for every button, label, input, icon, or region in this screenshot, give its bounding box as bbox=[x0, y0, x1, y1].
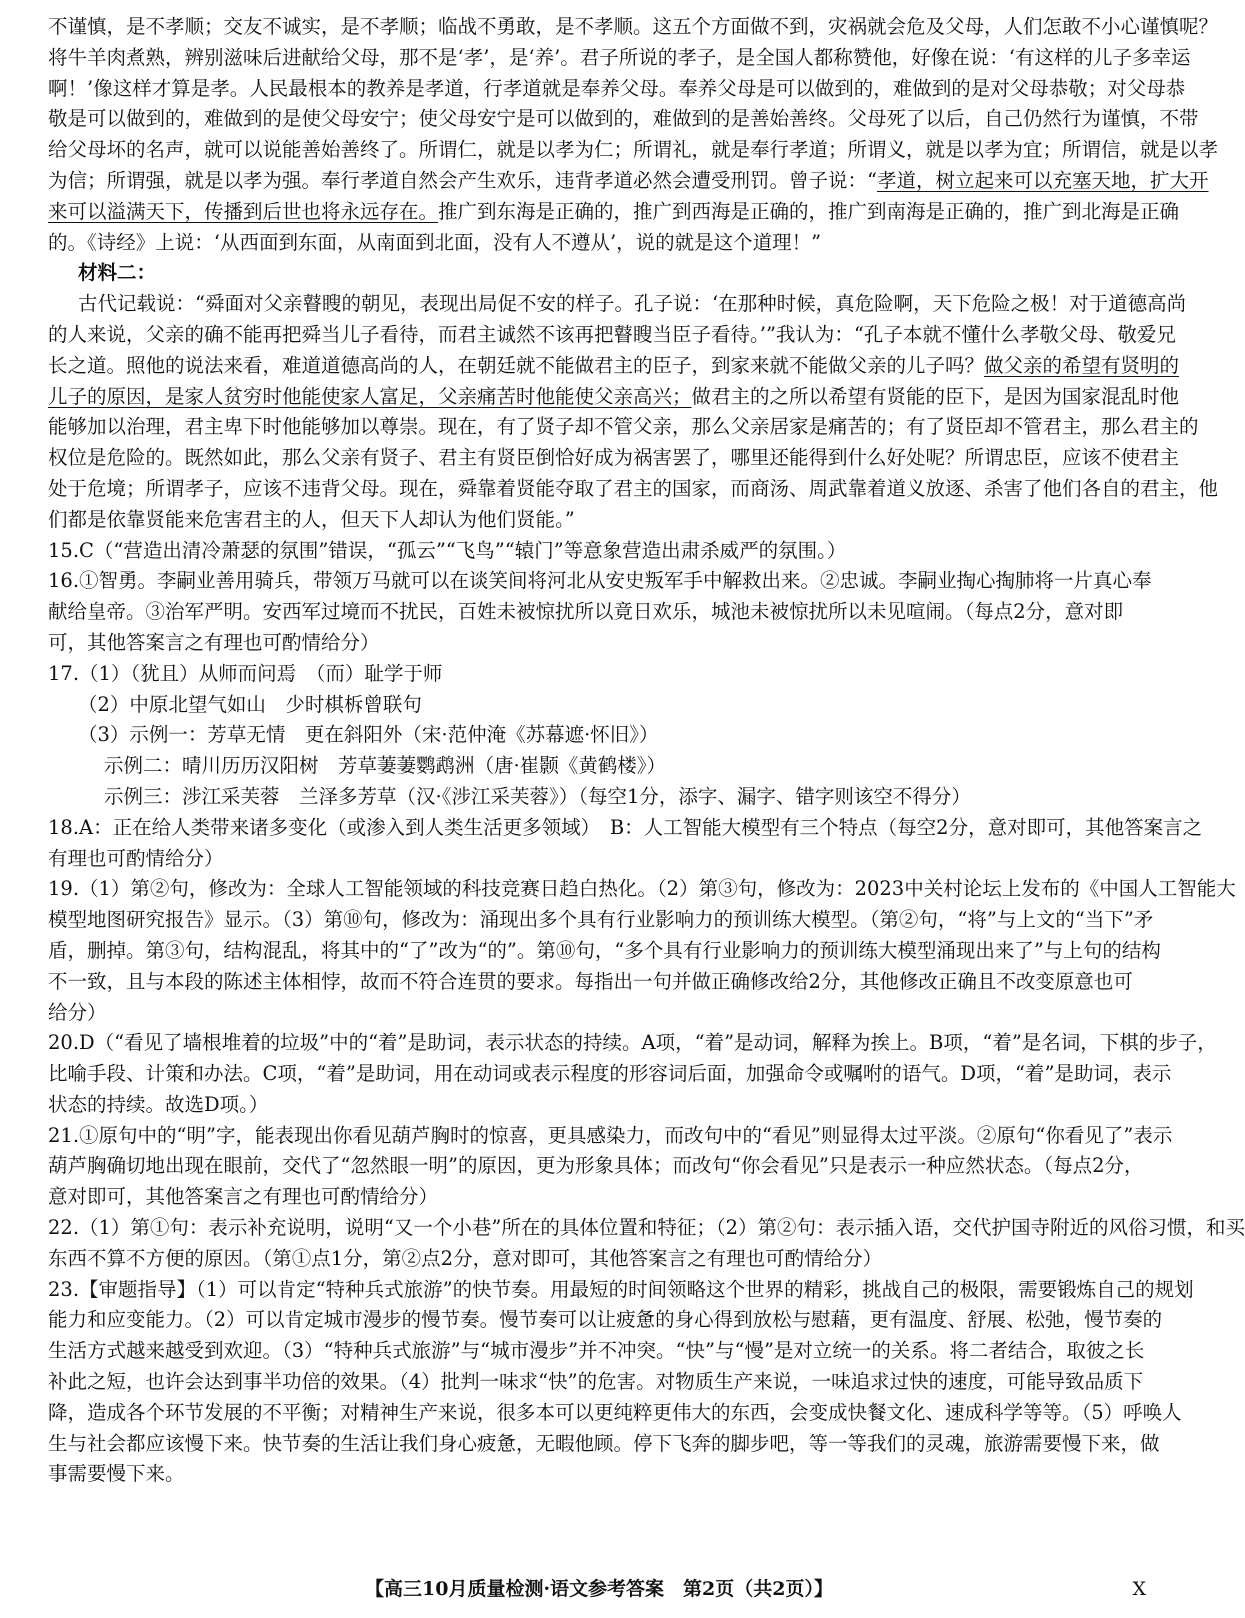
text-line: 权位是危险的。既然如此，那么父亲有贤子、君主有贤臣倒恰好成为祸害罢了，哪里还能得到什么好处呢？所谓忠臣，应该不使君主 bbox=[48, 446, 1180, 470]
text-line bbox=[48, 166, 1209, 197]
page-footer bbox=[48, 1574, 1150, 1604]
text-line bbox=[48, 351, 1180, 382]
text-line: 敬是可以做到的，难做到的是使父母安宁；使父母安宁是可以做到的，难做到的是善始善终。父母死了以后，自己仍然行为谨慎，不带 bbox=[48, 107, 1199, 131]
text-line: 生与社会都应该慢下来。快节奏的生活让我们身心疲惫，无暇他顾。停下飞奔的脚步吧，等一等我们的灵魂，旅游需要慢下来，做 bbox=[48, 1431, 1160, 1455]
answer-key-page bbox=[48, 12, 1245, 1490]
answer-20: 20.D（“看见了墙根堆着的垃圾”中的“着”是助词，表示状态的持续。A项，“着”是动词，解释为挨上。B项，“着”是名词，下棋的步子， bbox=[48, 1031, 1217, 1055]
text-line: 们都是依靠贤能来危害君主的人，但天下人却认为他们贤能。” bbox=[48, 507, 575, 531]
answer-16: 16.①智勇。李嗣业善用骑兵，带领万马就可以在谈笑间将河北从安史叛军手中解救出来。②忠诚。李嗣业掏心掏肺将一片真心奉 bbox=[48, 569, 1152, 593]
text-line: 有理也可酌情给分） bbox=[48, 846, 224, 870]
text-line: 盾，删掉。第③句，结构混乱，将其中的“了”改为“的”。第⑩句，“多个具有行业影响力的预训练大模型涌现出来了”与上句的结构 bbox=[48, 938, 1161, 962]
answer-18: 18.A：正在给人类带来诸多变化（或渗入到人类生活更多领域） B：人工智能大模型有三个特点（每空2分，意对即可，其他答案言之 bbox=[48, 815, 1203, 839]
section-heading-material-2: 材料二： bbox=[78, 261, 157, 285]
text-line: 能够加以治理，君主卑下时他能够加以尊崇。现在，有了贤子却不管父亲，那么父亲居家是痛苦的；有了贤臣却不管君主，那么君主的 bbox=[48, 415, 1199, 439]
text-line: 状态的持续。故选D项。） bbox=[48, 1092, 269, 1116]
text-line: 处于危境；所谓孝子，应该不违背父母。现在，舜靠着贤能夺取了君主的国家，而商汤、周武靠着道义放逐、杀害了他们各自的君主，他 bbox=[48, 476, 1219, 500]
text-line: 可，其他答案言之有理也可酌情给分） bbox=[48, 630, 380, 654]
text-line: 模型地图研究报告》显示。（3）第⑩句，修改为：涌现出多个具有行业影响力的预训练大模型。（第②句，“将”与上文的“当下”矛 bbox=[48, 908, 1154, 932]
text-line bbox=[48, 382, 1180, 413]
answer-17: 17.（1）（犹且）从师而问焉 （而）耻学于师 bbox=[48, 661, 443, 685]
text-segment: 为信；所谓强，就是以孝为强。奉行孝道自然会产生欢乐，违背孝道必然会遭受刑罚。曾子说：“ bbox=[48, 168, 877, 192]
text-line: 事需要慢下来。 bbox=[48, 1462, 185, 1486]
text-line: 东西不算不方便的原因。（第①点1分，第②点2分，意对即可，其他答案言之有理也可酌情给分） bbox=[48, 1246, 883, 1270]
answer-21: 21.①原句中的“明”字，能表现出你看见葫芦胸时的惊喜，更具感染力，而改句中的“看见”则显得太过平淡。②原句“你看见了”表示 bbox=[48, 1123, 1173, 1147]
underlined-sentence: 儿子的原因，是家人贫穷时他能使家人富足，父亲痛苦时他能使父亲高兴； bbox=[48, 384, 692, 408]
text-line: 能力和应变能力。（2）可以肯定城市漫步的慢节奏。慢节奏可以让疲惫的身心得到放松与慰藉，更有温度、舒展、松弛，慢节奏的 bbox=[48, 1308, 1163, 1332]
text-line: 葫芦胸确切地出现在眼前，交代了“忽然眼一明”的原因，更为形象具体；而改句“你会看见”只是表示一种应然状态。（每点2分， bbox=[48, 1154, 1144, 1178]
text-line: 献给皇帝。③治军严明。安西军过境而不扰民，百姓未被惊扰所以竟日欢乐，城池未被惊扰所以未见喧闹。（每点2分，意对即 bbox=[48, 600, 1124, 624]
text-line: 给父母坏的名声，就可以说能善始善终了。所谓仁，就是以孝为仁；所谓礼，就是奉行孝道；所谓义，就是以孝为宜；所谓信，就是以孝 bbox=[48, 138, 1219, 162]
underlined-sentence: 做父亲的希望有贤明的 bbox=[984, 353, 1180, 377]
answer-17-example-3: 示例三：涉江采芙蓉 兰泽多芳草（汉·《涉江采芙蓉》）（每空1分，添字、漏字、错字则该空不得分） bbox=[104, 784, 971, 808]
text-line: 意对即可，其他答案言之有理也可酌情给分） bbox=[48, 1185, 439, 1209]
text-line: 的人来说，父亲的确不能再把舜当儿子看待，而君主诚然不该再把瞽瞍当臣子看待。’”我认为：“孔子本就不懂什么孝敬父母、敬爱兄 bbox=[48, 322, 1176, 346]
text-line: 给分） bbox=[48, 1000, 107, 1024]
text-line: 啊！’像这样才算是孝。人民最根本的教养是孝道，行孝道就是奉养父母。奉养父母是可以做到的，难做到的是对父母恭敬；对父母恭 bbox=[48, 76, 1186, 100]
paragraph-first-line: 古代记载说：“舜面对父亲瞽瞍的朝见，表现出局促不安的样子。孔子说：‘在那种时候，真危险啊，天下危险之极！对于道德高尚 bbox=[78, 292, 1187, 316]
text-line: 生活方式越来越受到欢迎。（3）“特种兵式旅游”与“城市漫步”并不冲突。“快”与“慢”是对立统一的关系。将二者结合，取彼之长 bbox=[48, 1339, 1145, 1363]
text-line: 不谨慎，是不孝顺；交友不诚实，是不孝顺；临战不勇敢，是不孝顺。这五个方面做不到，灾祸就会危及父母，人们怎敢不小心谨慎呢？ bbox=[48, 15, 1219, 38]
text-line: 比喻手段、计策和办法。C项，“着”是助词，用在动词或表示程度的形容词后面，加强命令或嘱咐的语气。D项，“着”是助词，表示 bbox=[48, 1062, 1172, 1086]
answer-17-part-2: （2）中原北望气如山 少时棋柝曾联句 bbox=[78, 692, 422, 716]
text-segment: 推广到东海是正确的，推广到西海是正确的，推广到南海是正确的，推广到北海是正确 bbox=[438, 199, 1180, 223]
underlined-quote: 来可以溢满天下，传播到后世也将永远存在。 bbox=[48, 199, 439, 223]
answer-17-part-3: （3）示例一：芳草无情 更在斜阳外（宋·范仲淹《苏幕遮·怀旧》） bbox=[78, 723, 659, 747]
underlined-quote: 孝道，树立起来可以充塞天地，扩大开 bbox=[876, 168, 1209, 192]
text-line: 将牛羊肉煮熟，辨别滋味后进献给父母，那不是‘孝’，是‘养’。君子所说的孝子，是全国人都称赞他，好像在说：‘有这样的儿子多幸运 bbox=[48, 45, 1191, 69]
answer-19: 19.（1）第②句，修改为：全球人工智能领域的科技竞赛日趋白热化。（2）第③句，修改为：2023中关村论坛上发布的《中国人工智能大 bbox=[48, 877, 1236, 901]
answer-17-example-2: 示例二：晴川历历汉阳树 芳草萋萋鹦鹉洲（唐·崔颢《黄鹤楼》） bbox=[104, 754, 666, 778]
answer-15: 15.C（“营造出清冷萧瑟的氛围”错误，“孤云”“飞鸟”“辕门”等意象营造出肃杀威严的氛围。） bbox=[48, 538, 847, 562]
footer-version-code: X bbox=[1132, 1578, 1146, 1600]
text-line bbox=[48, 197, 1180, 228]
text-line: 的。《诗经》上说：‘从西面到东面，从南面到北面，没有人不遵从’，说的就是这个道理！” bbox=[48, 230, 822, 254]
text-segment: 长之道。照他的说法来看，难道道德高尚的人，在朝廷就不能做君主的臣子，到家来就不能做父亲的儿子吗？ bbox=[48, 353, 985, 377]
footer-title: 【高三10月质量检测·语文参考答案 第2页（共2页）】 bbox=[365, 1578, 833, 1600]
text-line: 补此之短，也许会达到事半功倍的效果。（4）批判一味求“快”的危害。对物质生产来说，一味追求过快的速度，可能导致品质下 bbox=[48, 1370, 1144, 1394]
text-line: 降，造成各个环节发展的不平衡；对精神生产来说，很多本可以更纯粹更伟大的东西，会变成快餐文化、速成科学等等。（5）呼唤人 bbox=[48, 1400, 1182, 1424]
text-segment: 做君主的之所以希望有贤能的臣下，是因为国家混乱时他 bbox=[691, 384, 1180, 408]
answer-22: 22.（1）第①句：表示补充说明，说明“又一个小巷”所在的具体位置和特征；（2）第②句：表示插入语，交代护国寺附近的风俗习惯，和买 bbox=[48, 1216, 1245, 1240]
answer-23: 23.【审题指导】（1）可以肯定“特种兵式旅游”的快节奏。用最短的时间领略这个世界的精彩，挑战自己的极限，需要锻炼自己的规划 bbox=[48, 1277, 1194, 1301]
text-line: 不一致，且与本段的陈述主体相悖，故而不符合连贯的要求。每指出一句并做正确修改给2分，其他修改正确且不改变原意也可 bbox=[48, 969, 1133, 993]
